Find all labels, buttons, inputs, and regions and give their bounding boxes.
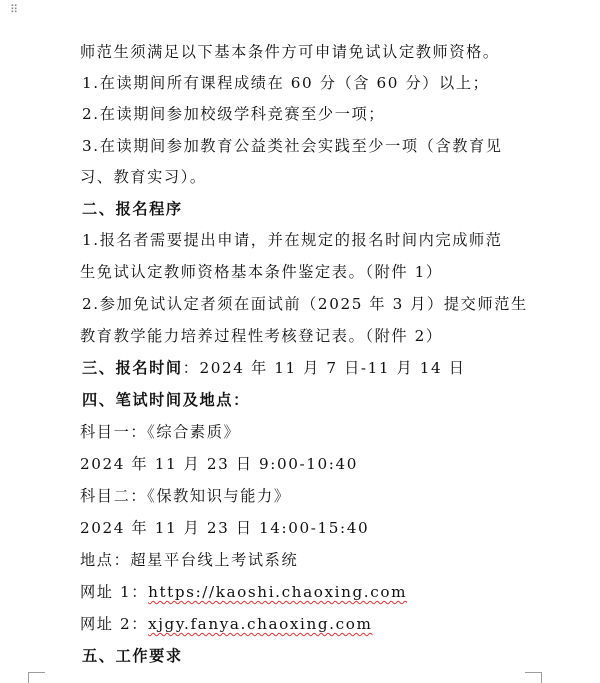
page-corner-mark-right <box>525 672 542 683</box>
registration-time-line <box>0 358 600 378</box>
procedure-2-continued: 教育教学能力培养过程性考核登记表。（附件 2） <box>80 327 443 345</box>
paragraph-intro: 师范生须满足以下基本条件方可申请免试认定教师资格。 <box>80 43 500 61</box>
heading-registration-procedure: 二、报名程序 <box>82 200 183 218</box>
heading-registration-time: 三、报名时间 <box>82 359 183 377</box>
heading-exam-time-location: 四、笔试时间及地点： <box>82 391 250 409</box>
website-2-link[interactable]: xjgy.fanya.chaoxing.com <box>148 615 373 633</box>
exam-location: 地点：超星平台线上考试系统 <box>80 551 299 569</box>
page-corner-mark-left <box>28 672 45 683</box>
subject-2-time: 2024 年 11 月 23 日 14:00-15:40 <box>80 519 370 537</box>
subject-2: 科目二：《保教知识与能力》 <box>80 487 291 505</box>
subject-1-time: 2024 年 11 月 23 日 9:00-10:40 <box>80 455 359 473</box>
condition-2: 2.在读期间参加校级学科竞赛至少一项； <box>82 105 386 123</box>
website-1-link[interactable]: https://kaoshi.chaoxing.com <box>148 583 408 601</box>
procedure-1: 1.报名者需要提出申请，并在规定的报名时间内完成师范 <box>82 231 503 249</box>
drag-handle-icon[interactable]: ⠿ <box>10 3 18 16</box>
procedure-1-continued: 生免试认定教师资格基本条件鉴定表。（附件 1） <box>80 263 443 281</box>
website-2-label: 网址 2： <box>80 615 149 633</box>
subject-1: 科目一：《综合素质》 <box>80 423 241 441</box>
heading-work-requirements: 五、工作要求 <box>82 647 183 665</box>
procedure-2: 2.参加免试认定者须在面试前（2025 年 3 月）提交师范生 <box>82 295 528 313</box>
condition-1: 1.在读期间所有课程成绩在 60 分（含 60 分）以上； <box>82 74 490 92</box>
website-1-label: 网址 1： <box>80 583 149 601</box>
condition-3-continued: 习、教育实习）。 <box>80 168 207 186</box>
website-1-line <box>0 582 600 602</box>
condition-3: 3.在读期间参加教育公益类社会实践至少一项（含教育见 <box>82 137 503 155</box>
website-2-line <box>0 614 600 634</box>
registration-time-value: ：2024 年 11 月 7 日-11 月 14 日 <box>182 359 466 377</box>
